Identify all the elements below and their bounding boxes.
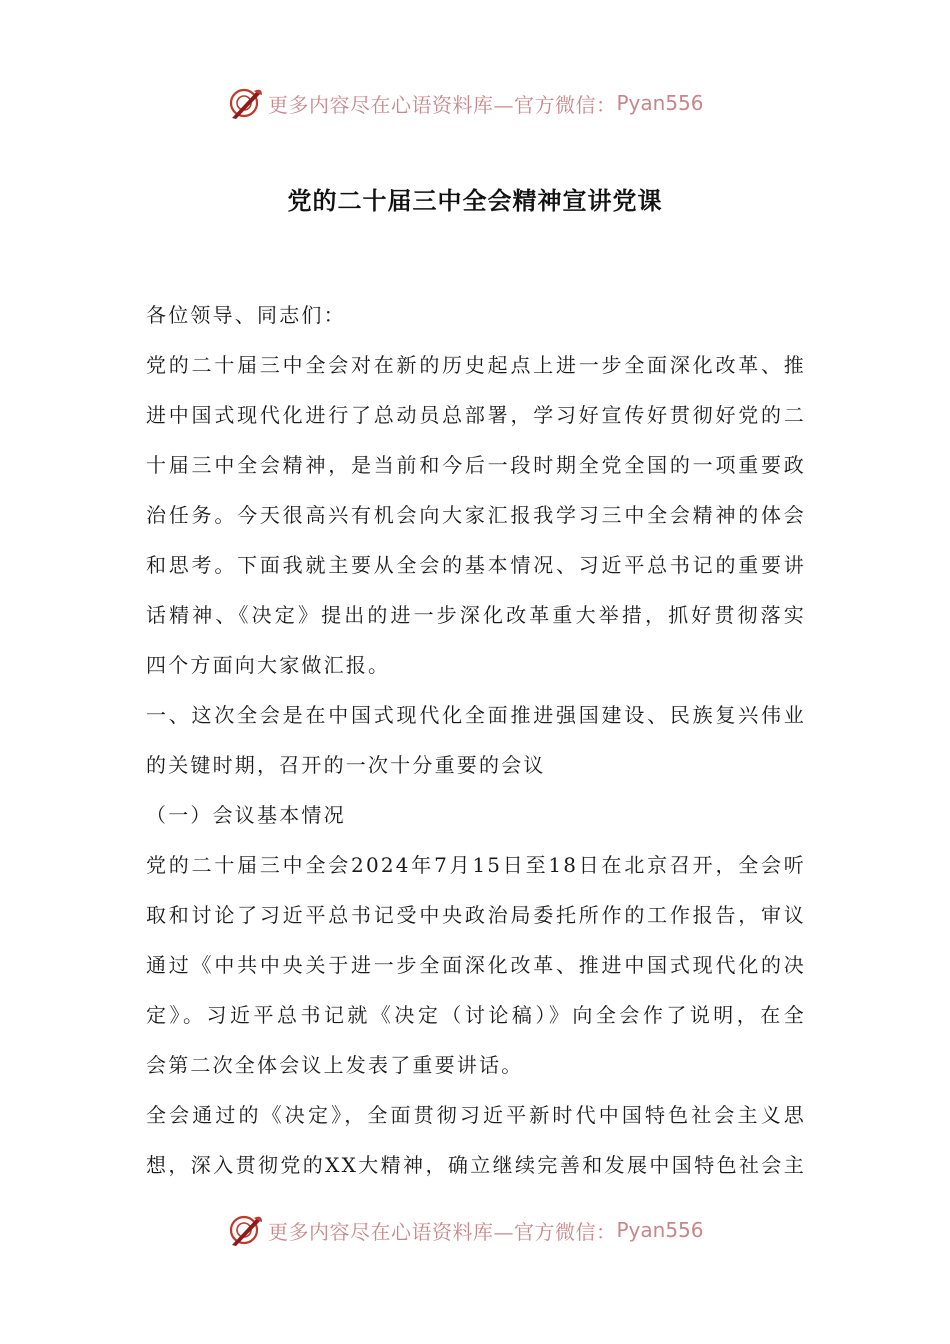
watermark-text: 更多内容尽在心语资料库—官方微信： bbox=[268, 1219, 617, 1244]
quill-logo-icon bbox=[228, 1212, 264, 1248]
section-heading: 的关键时期，召开的一次十分重要的会议 bbox=[146, 753, 546, 777]
watermark-handle: Pyan556 bbox=[616, 1218, 704, 1242]
body-line: 想，深入贯彻党的XX大精神，确立继续完善和发展中国特色社会主 bbox=[146, 1153, 806, 1177]
body-line: 四个方面向大家做汇报。 bbox=[146, 653, 391, 677]
body-line: 和思考。下面我就主要从全会的基本情况、习近平总书记的重要讲 bbox=[146, 553, 806, 577]
body-line: 党的二十届三中全会2024年7月15日至18日在北京召开，全会听 bbox=[146, 853, 806, 877]
watermark-text: 更多内容尽在心语资料库—官方微信： bbox=[268, 92, 617, 117]
body-line: 会第二次全体会议上发表了重要讲话。 bbox=[146, 1053, 524, 1077]
body-line: 话精神、《决定》提出的进一步深化改革重大举措，抓好贯彻落实 bbox=[146, 603, 806, 627]
document-body bbox=[146, 290, 806, 1190]
body-line: 全会通过的《决定》，全面贯彻习近平新时代中国特色社会主义思 bbox=[146, 1103, 806, 1127]
body-line: 进中国式现代化进行了总动员总部署，学习好宣传好贯彻好党的二 bbox=[146, 403, 806, 427]
quill-logo-icon bbox=[228, 85, 264, 121]
body-line: 定》。习近平总书记就《决定（讨论稿）》向全会作了说明，在全 bbox=[146, 1003, 806, 1027]
watermark-banner-top bbox=[228, 83, 728, 123]
document-title: 党的二十届三中全会精神宣讲党课 bbox=[287, 187, 663, 215]
body-line: 治任务。今天很高兴有机会向大家汇报我学习三中全会精神的体会 bbox=[146, 503, 806, 527]
salutation: 各位领导、同志们： bbox=[146, 303, 346, 327]
body-line: 取和讨论了习近平总书记受中央政治局委托所作的工作报告，审议 bbox=[146, 903, 806, 927]
body-line: 通过《中共中央关于进一步全面深化改革、推进中国式现代化的决 bbox=[146, 953, 806, 977]
subsection-heading: （一）会议基本情况 bbox=[146, 803, 346, 827]
body-line: 十届三中全会精神，是当前和今后一段时期全党全国的一项重要政 bbox=[146, 453, 806, 477]
section-heading: 一、这次全会是在中国式现代化全面推进强国建设、民族复兴伟业 bbox=[146, 703, 806, 727]
watermark-handle: Pyan556 bbox=[616, 91, 704, 115]
body-line: 党的二十届三中全会对在新的历史起点上进一步全面深化改革、推 bbox=[146, 353, 806, 377]
watermark-banner-bottom bbox=[228, 1210, 728, 1250]
